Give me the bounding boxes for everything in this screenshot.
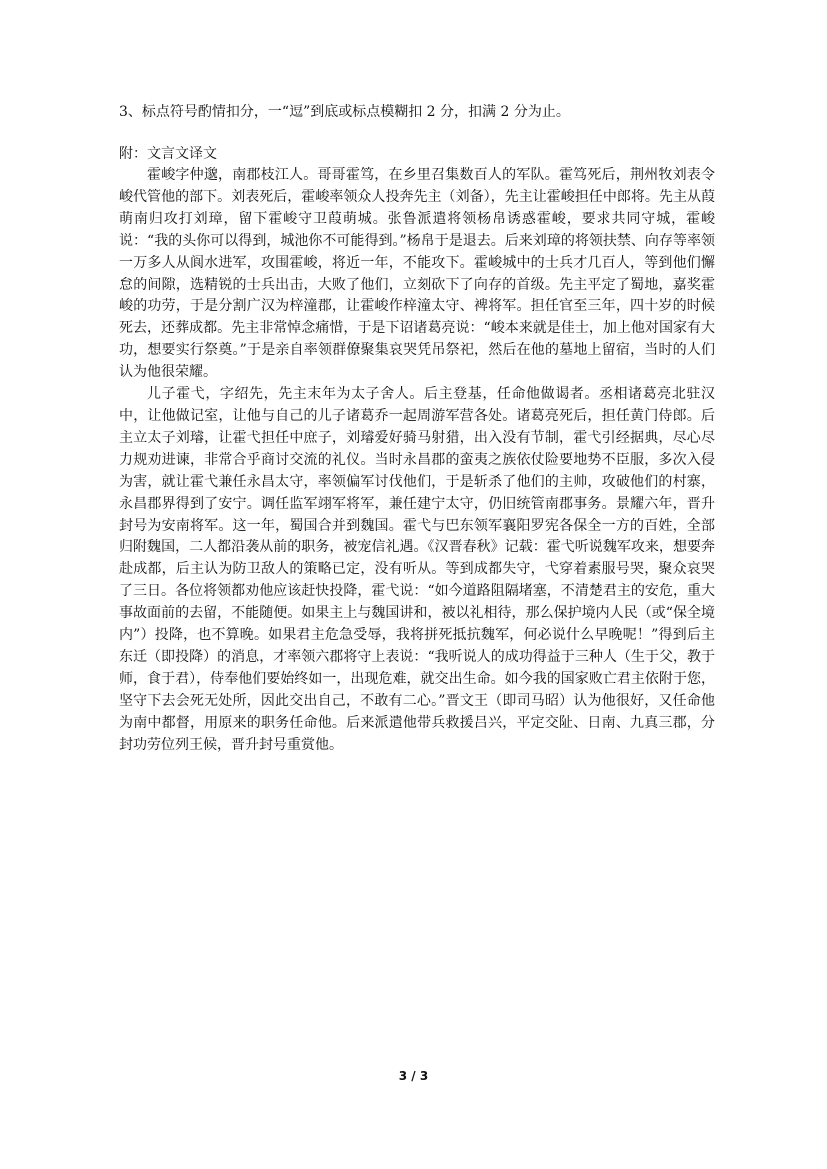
page-number: 3 / 3 bbox=[398, 1069, 429, 1083]
appendix-heading: 附：文言文译文 bbox=[119, 146, 217, 162]
translation-paragraph-1: 霍峻字仲邈，南郡枝江人。哥哥霍笃，在乡里召集数百人的军队。霍笃死后，荆州牧刘表令峻代管他的部下。刘表死后，霍峻率领众人投奔先主（刘备），先主让霍峻担任中郎将。先主从葭萌南归攻打刘璋，留下霍峻守卫葭萌城。张鲁派遣将领杨帛诱惑霍峻，要求共同守城，霍峻说：“我的头你可以得到，城池你不可能得到。”杨帛于是退去。后来刘璋的将领扶禁、向存等率领一万多人从阆水进军，攻围霍峻，将近一年，不能攻下。霍峻城中的士兵才几百人，等到他们懈怠的间隙，选精锐的士兵出击，大败了他们，立刻砍下了向存的首级。先主平定了蜀地，嘉奖霍峻的功劳，于是分割广汉为梓潼郡，让霍峻作梓潼太守、裨将军。担任官至三年，四十岁的时候死去，还葬成都。先主非常悼念痛惜，于是下诏诸葛亮说：“峻本来就是佳士，加上他对国家有大功，想要实行祭奠。”于是亲自率领群僚聚集哀哭凭吊祭祀，然后在他的墓地上留宿，当时的人们认为他很荣耀。 bbox=[119, 167, 715, 381]
document-body bbox=[119, 101, 715, 756]
scoring-note: 3、标点符号酌情扣分，一“逗”到底或标点模糊扣 2 分，扣满 2 分为止。 bbox=[119, 104, 570, 120]
translation-paragraph-2: 儿子霍弋，字绍先，先主末年为太子舍人。后主登基，任命他做谒者。丞相诸葛亮北驻汉中，让他做记室，让他与自己的儿子诸葛乔一起周游军营各处。诸葛亮死后，担任黄门侍郎。后主立太子刘璿，让霍弋担任中庶子，刘璿爱好骑马射猎，出入没有节制，霍弋引经据典，尽心尽力规劝进谏，非常合乎商讨交流的礼仪。当时永昌郡的蛮夷之族依仗险要地势不臣服，多次入侵为害，就让霍弋兼任永昌太守，率领偏军讨伐他们，于是斩杀了他们的主帅，攻破他们的村寨，永昌郡界得到了安宁。调任监军翊军将军，兼任建宁太守，仍旧统管南郡事务。景耀六年，晋升封号为安南将军。这一年，蜀国合并到魏国。霍弋与巴东领军襄阳罗宪各保全一方的百姓，全部归附魏国，二人都沿袭从前的职务，被宠信礼遇。《汉晋春秋》记载：霍弋听说魏军攻来，想要奔赴成都，后主认为防卫敌人的策略已定，没有听从。等到成都失守，弋穿着素服号哭，聚众哀哭了三日。各位将领都劝他应该赶快投降，霍弋说：“如今道路阻隔堵塞，不清楚君主的安危，重大事故面前的去留，不能随便。如果主上与魏国讲和，被以礼相待，那么保护境内人民（或“保全境内”）投降，也不算晚。如果君主危急受辱，我将拼死抵抗魏军，何必说什么早晚呢！”得到后主东迁（即投降）的消息，才率领六郡将守上表说：“我听说人的成功得益于三种人（生于父，教于师，食于君），侍奉他们要始终如一，出现危难，就交出生命。如今我的国家败亡君主依附于您，坚守下去会死无处所，因此交出自己，不敢有二心。”晋文王（即司马昭）认为他很好，又任命他为南中都督，用原来的职务任命他。后来派遣他带兵救援吕兴，平定交阯、日南、九真三郡，分封功劳位列王候，晋升封号重赏他。 bbox=[119, 386, 715, 753]
